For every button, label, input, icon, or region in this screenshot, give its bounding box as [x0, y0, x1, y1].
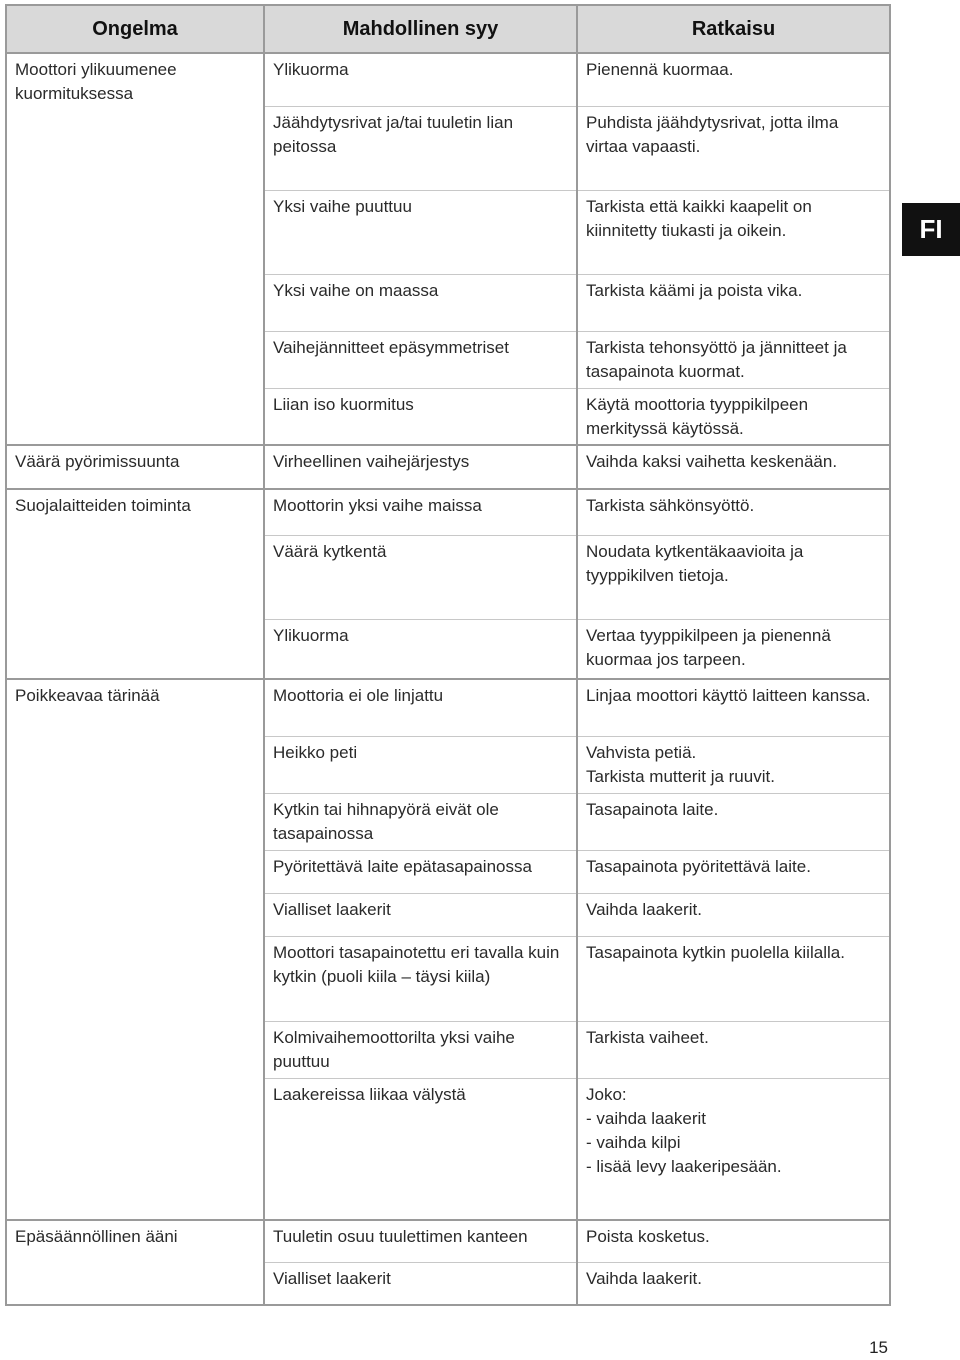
problem-cell: [6, 535, 264, 619]
cause-cell: Laakereissa liikaa välystä: [264, 1078, 577, 1220]
table-row: [6, 1078, 890, 1220]
header-problem: Ongelma: [6, 5, 264, 53]
cause-cell: Moottoria ei ole linjattu: [264, 679, 577, 736]
problem-cell: [6, 1078, 264, 1220]
cause-cell: Moottori tasapainotettu eri tavalla kuin kytkin (puoli kiila – täysi kiila): [264, 936, 577, 1021]
table-row: [6, 106, 890, 190]
problem-cell: [6, 936, 264, 1021]
cause-cell: Ylikuorma: [264, 619, 577, 679]
solution-line: Tasapainota pyöritettävä laite.: [586, 856, 811, 876]
table-row: [6, 274, 890, 331]
cause-cell: Virheellinen vaihejärjestys: [264, 445, 577, 489]
solution-cell: [577, 1078, 890, 1220]
solution-line: - lisää levy laakeripesään.: [586, 1156, 782, 1176]
problem-cell: [6, 106, 264, 190]
table-row: [6, 190, 890, 274]
solution-cell: [577, 489, 890, 535]
cause-cell: Vialliset laakerit: [264, 893, 577, 936]
solution-line: Tasapainota kytkin puolella kiilalla.: [586, 942, 845, 962]
solution-cell: [577, 1262, 890, 1305]
solution-line: Vaihda kaksi vaihetta keskenään.: [586, 452, 838, 471]
solution-line: Tarkista sähkönsyöttö.: [586, 496, 755, 515]
problem-cell: Epäsäännöllinen ääni: [6, 1220, 264, 1262]
solution-cell: [577, 445, 890, 489]
solution-cell: [577, 619, 890, 679]
header-solution: Ratkaisu: [577, 5, 890, 53]
solution-line: Puhdista jäähdytysrivat, jotta ilma virtaa vapaasti.: [586, 112, 839, 156]
solution-line: Linjaa moottori käyttö laitteen kanssa.: [586, 686, 871, 705]
solution-line: Vahvista petiä.: [586, 742, 697, 762]
solution-line: Tarkista käämi ja poista vika.: [586, 280, 803, 300]
problem-cell: [6, 190, 264, 274]
solution-cell: [577, 893, 890, 936]
problem-cell: Väärä pyörimissuunta: [6, 445, 264, 489]
solution-line: - vaihda laakerit: [586, 1108, 707, 1128]
solution-cell: [577, 53, 890, 106]
problem-cell: Moottori ylikuumenee kuormituksessa: [6, 53, 264, 106]
table-row: [6, 619, 890, 679]
table-row: [6, 736, 890, 793]
table-row: [6, 1220, 890, 1262]
cause-cell: Yksi vaihe puuttuu: [264, 190, 577, 274]
table-row: [6, 936, 890, 1021]
cause-cell: Ylikuorma: [264, 53, 577, 106]
language-tab: FI: [902, 203, 960, 256]
solution-cell: [577, 793, 890, 850]
table-row: [6, 489, 890, 535]
solution-cell: [577, 936, 890, 1021]
table-row: [6, 850, 890, 893]
solution-line: Tarkista mutterit ja ruuvit.: [586, 766, 775, 786]
solution-line: Tarkista vaiheet.: [586, 1027, 709, 1047]
header-cause: Mahdollinen syy: [264, 5, 577, 53]
problem-cell: [6, 736, 264, 793]
problem-cell: [6, 893, 264, 936]
solution-line: Noudata kytkentäkaavioita ja tyyppikilven tietoja.: [586, 541, 804, 585]
problem-cell: [6, 1262, 264, 1305]
cause-cell: Kytkin tai hihnapyörä eivät ole tasapainossa: [264, 793, 577, 850]
table-row: [6, 1021, 890, 1078]
solution-line: Poista kosketus.: [586, 1227, 710, 1246]
solution-cell: [577, 274, 890, 331]
solution-line: Tarkista tehonsyöttö ja jännitteet ja tasapainota kuormat.: [586, 337, 847, 381]
cause-cell: Heikko peti: [264, 736, 577, 793]
solution-cell: [577, 106, 890, 190]
solution-cell: [577, 1220, 890, 1262]
solution-line: Vaihda laakerit.: [586, 899, 702, 919]
solution-line: Vaihda laakerit.: [586, 1268, 702, 1288]
solution-line: - vaihda kilpi: [586, 1132, 681, 1152]
problem-cell: [6, 274, 264, 331]
problem-cell: Poikkeavaa tärinää: [6, 679, 264, 736]
table-row: [6, 1262, 890, 1305]
solution-cell: [577, 388, 890, 445]
solution-line: Pienennä kuormaa.: [586, 60, 734, 79]
problem-cell: [6, 331, 264, 388]
table-row: [6, 388, 890, 445]
solution-line: Käytä moottoria tyyppikilpeen merkityssä käytössä.: [586, 394, 809, 438]
solution-cell: [577, 535, 890, 619]
table-header-row: [6, 5, 890, 53]
cause-cell: Tuuletin osuu tuulettimen kanteen: [264, 1220, 577, 1262]
cause-cell: Vaihejännitteet epäsymmetriset: [264, 331, 577, 388]
cause-cell: Vialliset laakerit: [264, 1262, 577, 1305]
cause-cell: Jäähdytysrivat ja/tai tuuletin lian peitossa: [264, 106, 577, 190]
table-row: [6, 53, 890, 106]
problem-cell: [6, 388, 264, 445]
table-row: [6, 535, 890, 619]
table-row: [6, 893, 890, 936]
cause-cell: Moottorin yksi vaihe maissa: [264, 489, 577, 535]
table-row: [6, 679, 890, 736]
problem-cell: Suojalaitteiden toiminta: [6, 489, 264, 535]
solution-line: Tarkista että kaikki kaapelit on kiinnitetty tiukasti ja oikein.: [586, 196, 812, 240]
solution-cell: [577, 850, 890, 893]
solution-cell: [577, 679, 890, 736]
cause-cell: Liian iso kuormitus: [264, 388, 577, 445]
solution-cell: [577, 736, 890, 793]
table-row: [6, 331, 890, 388]
troubleshooting-table: [5, 4, 891, 1306]
problem-cell: [6, 1021, 264, 1078]
cause-cell: Väärä kytkentä: [264, 535, 577, 619]
problem-cell: [6, 850, 264, 893]
page-number: 15: [869, 1338, 888, 1357]
solution-cell: [577, 331, 890, 388]
problem-cell: [6, 793, 264, 850]
table-row: [6, 793, 890, 850]
cause-cell: Pyöritettävä laite epätasapainossa: [264, 850, 577, 893]
solution-line: Tasapainota laite.: [586, 799, 719, 819]
cause-cell: Yksi vaihe on maassa: [264, 274, 577, 331]
problem-cell: [6, 619, 264, 679]
solution-line: Vertaa tyyppikilpeen ja pienennä kuormaa jos tarpeen.: [586, 625, 831, 669]
solution-line: Joko:: [586, 1084, 627, 1104]
cause-cell: Kolmivaihemoottorilta yksi vaihe puuttuu: [264, 1021, 577, 1078]
solution-cell: [577, 190, 890, 274]
table-row: [6, 445, 890, 489]
solution-cell: [577, 1021, 890, 1078]
